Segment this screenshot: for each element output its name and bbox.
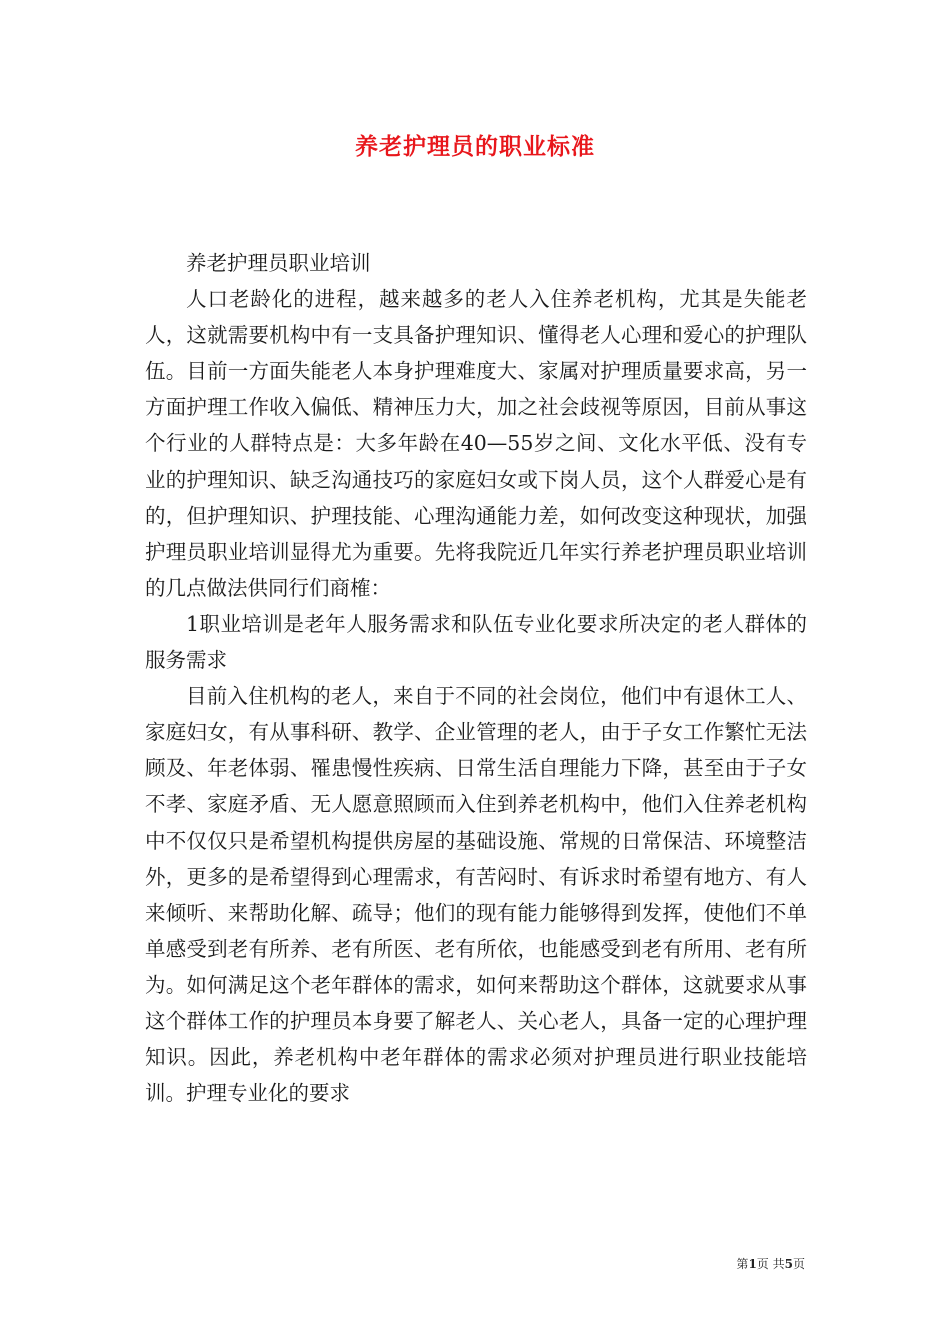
paragraph-intro: 人口老龄化的进程，越来越多的老人入住养老机构，尤其是失能老人，这就需要机构中有一支具备护理知识、懂得老人心理和爱心的护理队伍。目前一方面失能老人本身护理难度大、家属对护理质量要求高，另一方面护理工作收入偏低、精神压力大，加之社会歧视等原因，目前从事这个行业的人群特点是：大多年龄在40—55岁之间、文化水平低、没有专业的护理知识、缺乏沟通技巧的家庭妇女或下岗人员，这个人群爱心是有的，但护理知识、护理技能、心理沟通能力差，如何改变这种现状，加强护理员职业培训显得尤为重要。先将我院近几年实行养老护理员职业培训的几点做法供同行们商榷： xyxy=(145,287,807,600)
page-footer xyxy=(736,1255,805,1272)
footer-middle: 页 共 xyxy=(756,1257,785,1271)
document-title: 养老护理员的职业标准 xyxy=(355,133,595,160)
document-body xyxy=(145,245,807,1111)
paragraph-elderly-needs: 目前入住机构的老人，来自于不同的社会岗位，他们中有退休工人、家庭妇女，有从事科研、教学、企业管理的老人，由于子女工作繁忙无法顾及、年老体弱、罹患慢性疾病、日常生活自理能力下降，甚至由于子女不孝、家庭矛盾、无人愿意照顾而入住到养老机构中，他们入住养老机构中不仅仅只是希望机构提供房屋的基础设施、常规的日常保洁、环境整洁外，更多的是希望得到心理需求，有苦闷时、有诉求时希望有地方、有人来倾听、来帮助化解、疏导；他们的现有能力能够得到发挥，使他们不单单感受到老有所养、老有所医、老有所依，也能感受到老有所用、老有所为。如何满足这个老年群体的需求，如何来帮助这个群体，这就要求从事这个群体工作的护理员本身要了解老人、关心老人，具备一定的心理护理知识。因此，养老机构中老年群体的需求必须对护理员进行职业技能培训。护理专业化的要求 xyxy=(145,684,807,1106)
paragraph-subtitle: 养老护理员职业培训 xyxy=(186,251,371,275)
footer-suffix: 页 xyxy=(792,1257,805,1271)
footer-total-pages: 5 xyxy=(784,1257,793,1271)
footer-current-page: 1 xyxy=(748,1257,757,1271)
paragraph-section-heading: 1职业培训是老年人服务需求和队伍专业化要求所决定的老人群体的服务需求 xyxy=(145,611,807,673)
footer-prefix: 第 xyxy=(736,1257,749,1271)
